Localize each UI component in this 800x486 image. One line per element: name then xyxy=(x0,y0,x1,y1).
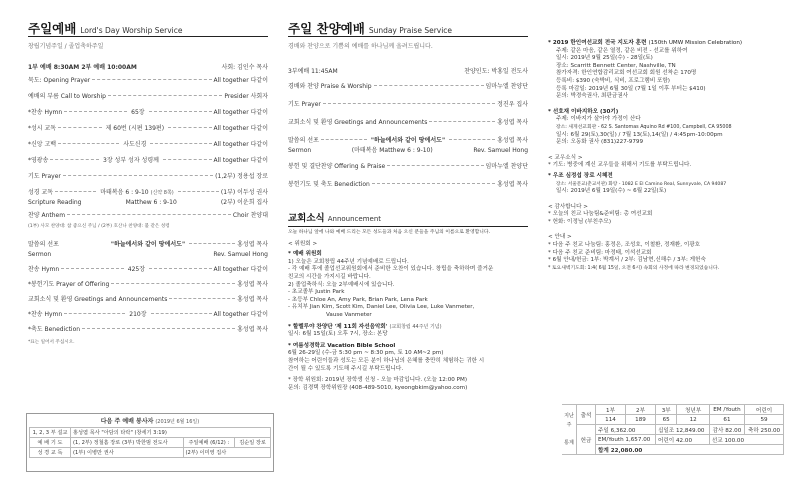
sunday-order-list xyxy=(28,77,268,180)
thanks-heading: < 감사합니다 > xyxy=(548,203,588,210)
order-item: *성시 교독 제 60번 (시편 139편) All together 다같이 xyxy=(28,125,268,132)
order-item: *찬송 Hymn 65장 All together 다같이 xyxy=(28,109,269,116)
order-item: 찬송 Hymn 425장 All together 다같이 xyxy=(28,266,269,273)
scripture-reading: 성경 교독 마태복음 6 : 9-10 (신약 8쪽) (1부) 이두성 권사 Scripture Reading Matthew 6 : 9-10 (2부) 이운희 집사 xyxy=(28,189,269,206)
next-week-table: 1, 2, 3 부 설교 홍성엽 목사 "아담의 타락" (창세기 3:19) 예 배 기 도 (1, 2부) 정철흠 장로 (3부) 박한범 전도사 주일예배 (6/12) : 김순일 장로 성 경 교 독 (1부) 이병만 권사 (2부) 이미영 집사 xyxy=(29,427,271,458)
praise-subtitle: 경배와 찬양으로 기쁨의 예배를 하나님께 올려드립니다. xyxy=(288,43,433,50)
service-times: 1부 예배 8:30AM 2부 예배 10:00AM xyxy=(28,64,137,71)
announce-title: 교회소식 xyxy=(288,213,325,224)
presider: 사회: 김인수 목사 xyxy=(221,64,268,71)
anthem-row: 찬양 Anthem Choir 찬양대 xyxy=(28,212,268,219)
committee-heading: < 위원회 > xyxy=(288,240,318,247)
member-news-heading: < 교우소식 > xyxy=(548,154,583,161)
order-item: 봉헌 및 결단찬양 Offering & Praise 임마누엘 찬양단 xyxy=(288,163,528,170)
announce-body: < 위원회 > * 예배 위원회 1) 오늘은 교회창립 44주년 기념예배로 드립니다. - 각 예배 후에 졸업선교위원회에서 준비한 오찬이 있습니다. 창립을 축하하며 즐거운 친교의 시간을 가지시길 바랍니다. 2) 졸업축하식: 오늘 2부예배시에 있습니다. - 초교졸부 Justin Park - 초등부 Chloe An, Amy Park, Brian Park, Lena Park - 유치부 Jian Kim, Scott Kim, Daniel Lee, Olivia Lee, Luke Vanmeter, Vause Vanmeter * 할렐루야 찬양단 '제 11회 자선음악회' (교회창립 44주년 기념) 일시: 6월 15일(토) 오후 7시, 장소: 본당 * 여름성경학교 Vacation Bible School 6월 26-29일 (수-금 5:30 pm ~ 8:30 pm, 토 10 AM~2 pm) 참여하는 어린이들과 성도는 모든 분이 하나님의 은혜를 충만히 체험하는 귀한 시 간이 될 수 있도록 기도해 주시길 부탁드립니다. * 장학 위원회: 2019년 장학생 신청 - 오늘 마감입니다. (오늘 12:00 PM) 문의: 김경택 장학위원장 (408-489-5010, kyeongbkim@yahoo.com) xyxy=(288,241,528,393)
standing-footnote: *표는 일어서 주십시오. xyxy=(28,340,75,345)
order-item: 예배의 부름 Call to Worship Presider 사회자 xyxy=(28,93,268,100)
scripture-ref: 마태복음 6 : 9-10 (신약 8쪽) xyxy=(100,189,174,196)
order-item: 기도 Prayer (1,2부) 정용섭 장로 xyxy=(28,173,268,180)
order-item: 봉헌기도 및 축도 Benediction 홍성엽 목사 xyxy=(288,181,528,188)
order-item: *신앙 고백 사도신경 All together 다같이 xyxy=(28,141,269,148)
vbs-title: * 여름성경학교 Vacation Bible School xyxy=(288,342,396,349)
order-item: *축도 Benediction 홍성엽 목사 xyxy=(28,326,268,333)
anthem-note: (1부) 사모 찬양대: 참 좋으신 주님 / (2부) 호산나 찬양대: 불 같은 성령 xyxy=(28,224,170,229)
sunday-order-list-2 xyxy=(28,266,268,333)
order-item: 기도 Prayer 정진우 집사 xyxy=(288,101,528,108)
order-item: 경배와 찬양 Praise & Worship 임마누엘 찬양단 xyxy=(288,83,528,90)
announce-header xyxy=(288,206,528,227)
sunday-worship-subtitle: 창립기념주일 / 졸업축하주일 xyxy=(28,43,104,50)
praise-order-list xyxy=(288,83,528,126)
scripture-label: 성경 교독 xyxy=(28,189,54,196)
right-column xyxy=(548,0,780,272)
order-item: *찬송 Hymn 210장 All together 다같이 xyxy=(28,311,269,318)
sunday-worship-title-en: Lord's Day Worship Service xyxy=(80,26,183,35)
concert-title: * 할렐루야 찬양단 '제 11회 자선음악회' (교회창립 44주년 기념) xyxy=(288,323,442,330)
sunday-worship-title: 주일예배 xyxy=(28,21,77,36)
sunday-worship-column xyxy=(28,0,268,345)
announce-title-en: Announcement xyxy=(327,215,381,223)
praise-column xyxy=(288,0,528,392)
praise-order-list-2 xyxy=(288,163,528,188)
stats-table: 지난주 통계 출석 1부 2부 3부 청년부 EM /Youth 어린이 114 189 65 12 61 59 헌금 주일 6,362.00 십일조 12,849.00 감사 82.00 축하 250.00 EM/Youth 1,657.00 어린이 42.00 선교 100.00 합계 22,080.00 xyxy=(562,404,784,455)
order-item: 묵도: Opening Prayer All together 다같이 xyxy=(28,77,268,84)
school-title: * 선호재 이바지하오 (30기) xyxy=(548,108,619,115)
service-times-row xyxy=(28,64,268,71)
next-week-servants-box xyxy=(26,413,274,472)
next-week-title: 다음 주 예배 봉사자 (2019년 6월 16일) xyxy=(100,418,200,425)
umw-section: * 2019 한인여선교회 전국 지도자 훈련 (150th UMW Mission Celebration) 주제: 같은 마음, 같은 열정, 같은 비전 - 선교를 위하여 일시: 2019년 9월 25일(수) - 28일(토) 장소: Scarritt Bennett Center, Nashville, TN 참가자격: 한인연합감리교회 여선교회 회원 선착순 170명 등록비: $390 (숙박비, 식비, 프로그램비 포함) 등록 마감일: 2019년 6월 30일 (7월 1일 이후 부터는 $410) 문의: 박경숙권사, 최판금권사 * 선호재 이바지하오 (30기) 주제: 이바지가 살아야 가정이 산다 장소: 새게선교회관 - 62 S. Santomas Aquino Rd #100, Campbell, CA 95008 일시: 6월 29(토),30(일) / 7월 13(토),14(일) / 4:45pm-10:00pm 문의: 오동화 권사 (831)227-9799 < 교우소식 > * 기도: 병중에 계신 교우들을 위해서 기도를 부탁드립니다. * 우조 심정섭 장로 시혜전 장소: 서울문교(춘교서관) 화랑 - 1082 E El Camino Real, Sunnyvale, CA 94087 일시: 2019년 6월 19일(수) ~ 6월 22일(토) < 감사합니다 > * 오늘의 친교 나눔팀&준비팀: 총 여선교회 * 헌화: 이정님 (부친추모) < 안내 > * 다음 주 친교 나눔팀: 홍정은, 조성호, 이철환, 정재환, 이광호 * 다음 주 친교 준비팀: 마정태, 이석선교회 * 6월 안내/헌금: 1부: 박계서 / 2부: 김남현,신해수 / 3부: 게헌숙 * 토요새벽기도회: 1:4( 6월 15일, 오전 6시) 속회의 사정에 따라 변경되었습니다. xyxy=(548,40,780,272)
praise-sermon: 말씀의 선포 "하늘에서와 같이 땅에서도" 홍성엽 목사 Sermon (마태복음 Matthew 6 : 9-10) Rev. Samuel Hong xyxy=(288,137,529,154)
guide-heading: < 안내 > xyxy=(548,234,572,241)
praise-title: 주일 찬양예배 xyxy=(288,21,365,36)
sunday-worship-header xyxy=(28,18,268,40)
sermon: 말씀의 선포 "하늘에서와 같이 땅에서도" 홍성엽 목사 Sermon Rev. Samuel Hong xyxy=(28,241,268,258)
exhibit-title: * 우조 심정섭 장로 시혜전 xyxy=(548,172,613,179)
order-item: 교회소식 및 환영 Greetings and Announcements 홍성엽 목사 xyxy=(288,119,528,126)
worship-committee-title: * 예배 위원회 xyxy=(288,251,322,258)
order-item: 교회소식 및 환영 Greetings and Announcements 홍성엽 목사 xyxy=(28,296,268,303)
weekly-stats xyxy=(562,404,784,455)
praise-time-row: 3부예배 11:45AM 찬양인도: 박홍일 전도사 xyxy=(288,68,528,75)
order-item: *봉헌기도 Prayer of Offering 홍성엽 목사 xyxy=(28,281,268,288)
praise-header xyxy=(288,18,528,40)
praise-title-en: Sunday Praise Service xyxy=(368,26,453,35)
scholarship-title: * 장학 위원회: 2019년 장학생 신청 - 오늘 마감입니다. (오늘 12:00 PM) xyxy=(288,377,468,384)
announce-intro: 오늘 하나님 앞에 나와 예배 드리는 모든 성도들과 처음 오신 분들을 주님의 이름으로 환영합니다. xyxy=(288,230,491,235)
order-item: *영광송 3장 성부 성자 성령께 All together 다같이 xyxy=(28,157,269,164)
umw-title: * 2019 한인여선교회 전국 지도자 훈련 (150th UMW Mission Celebration) xyxy=(548,40,743,46)
